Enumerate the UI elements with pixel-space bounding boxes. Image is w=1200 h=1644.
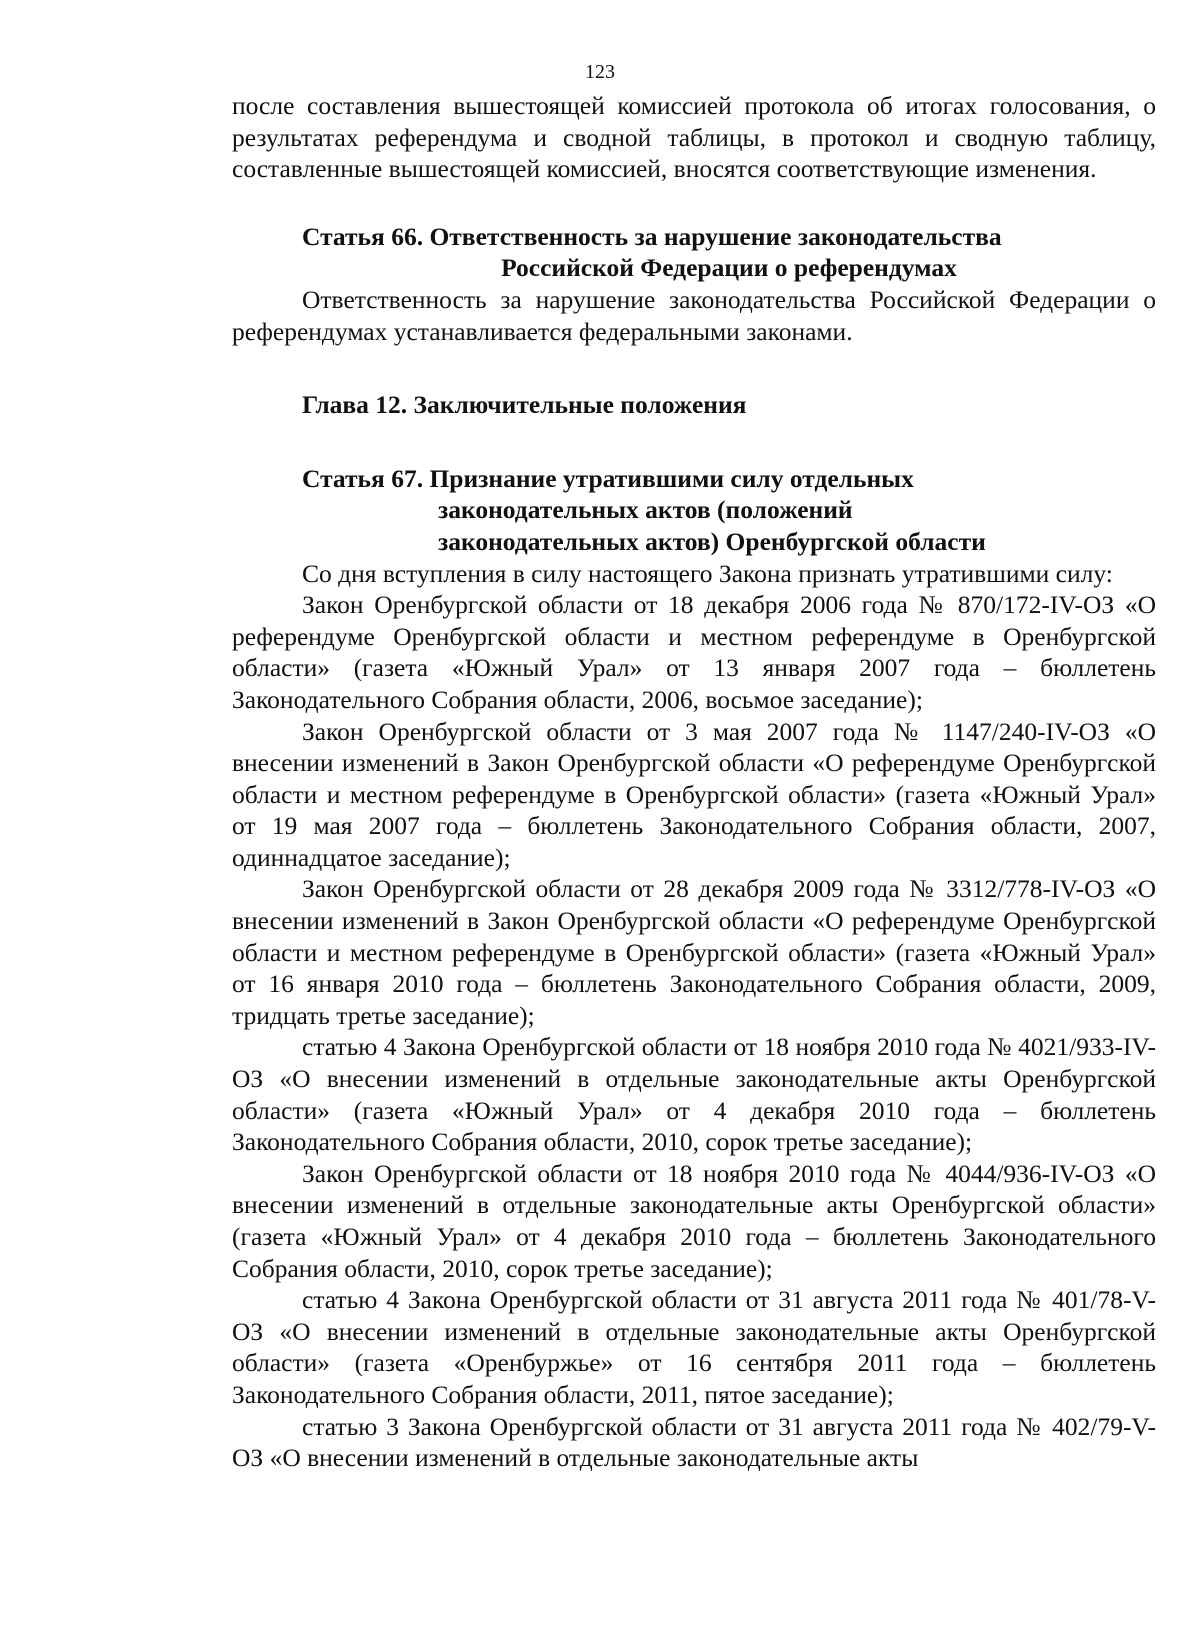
article-67-title-line3: законодательных актов) Оренбургской области xyxy=(438,526,986,556)
page-number: 123 xyxy=(585,61,615,83)
article-66-heading xyxy=(232,221,1156,284)
article-67-paragraph: Со дня вступления в силу настоящего Закона признать утратившими силу: xyxy=(302,558,1113,588)
article-67-paragraph: Закон Оренбургской области от 18 ноября 2010 года № 4044/936-IV-ОЗ «О внесении изменений в отдельные законодательные акты Оренбургской области» (газета «Южный Урал» от 4 декабря 2010 года – бюллетень Законодательного Собрания области, 2010, сорок третье заседание); xyxy=(232,1158,1156,1283)
article-67-paragraph: статью 3 Закона Оренбургской области от 31 августа 2011 года № 402/79-V-ОЗ «О внесении изменений в отдельные законодательные акты xyxy=(232,1411,1156,1473)
article-67-paragraph: статью 4 Закона Оренбургской области от 31 августа 2011 года № 401/78-V-ОЗ «О внесении изменений в отдельные законодательные акты Оренбургской области» (газета «Оренбуржье» от 16 сентября 2011 года – бюллетень Законодательного Собрания области, 2011, пятое заседание); xyxy=(232,1285,1156,1409)
article-66-title-line1: Статья 66. Ответственность за нарушение законодательства xyxy=(302,221,1002,251)
article-67-paragraph: Закон Оренбургской области от 3 мая 2007 года № 1147/240-IV-ОЗ «О внесении изменений в Закон Оренбургской области «О референдуме Оренбургской области и местном референдуме в Оренбургской области» (газета «Южный Урал» от 19 мая 2007 года – бюллетень Законодательного Собрания области, 2007, одиннадцатое заседание); xyxy=(232,716,1156,872)
intro-paragraph: после составления вышестоящей комиссией протокола об итогах голосования, о результатах референдума и сводной таблицы, в протокол и сводную таблицу, составленные вышестоящей комиссией, вносятся соответствующие изменения. xyxy=(232,91,1156,184)
article-67-title-line1: Статья 67. Признание утратившими силу отдельных xyxy=(302,463,914,493)
document-body xyxy=(232,90,1156,1474)
article-67-title-line2: законодательных актов (положений xyxy=(438,495,853,525)
article-66-title-line2: Российской Федерации о референдумах xyxy=(501,253,957,283)
article-67-heading xyxy=(232,463,1156,558)
chapter-12-heading: Глава 12. Заключительные положения xyxy=(302,390,747,420)
article-67-paragraph: статью 4 Закона Оренбургской области от 18 ноября 2010 года № 4021/933-IV-ОЗ «О внесении изменений в отдельные законодательные акты Оренбургской области» (газета «Южный Урал» от 4 декабря 2010 года – бюллетень Законодательного Собрания области, 2010, сорок третье заседание); xyxy=(232,1032,1156,1157)
article-67-paragraph: Закон Оренбургской области от 18 декабря 2006 года № 870/172-IV-ОЗ «О референдуме Оренбургской области и местном референдуме в Оренбургской области» (газета «Южный Урал» от 13 января 2007 года – бюллетень Законодательного Собрания области, 2006, восьмое заседание); xyxy=(232,590,1156,714)
article-66-text: Ответственность за нарушение законодательства Российской Федерации о референдумах устанавливается федеральными законами. xyxy=(232,284,1156,346)
article-67-paragraph: Закон Оренбургской области от 28 декабря 2009 года № 3312/778-IV-ОЗ «О внесении изменений в Закон Оренбургской области «О референдуме Оренбургской области и местном референдуме в Оренбургской области» (газета «Южный Урал» от 16 января 2010 года – бюллетень Законодательного Собрания области, 2009, тридцать третье заседание); xyxy=(232,874,1156,1030)
